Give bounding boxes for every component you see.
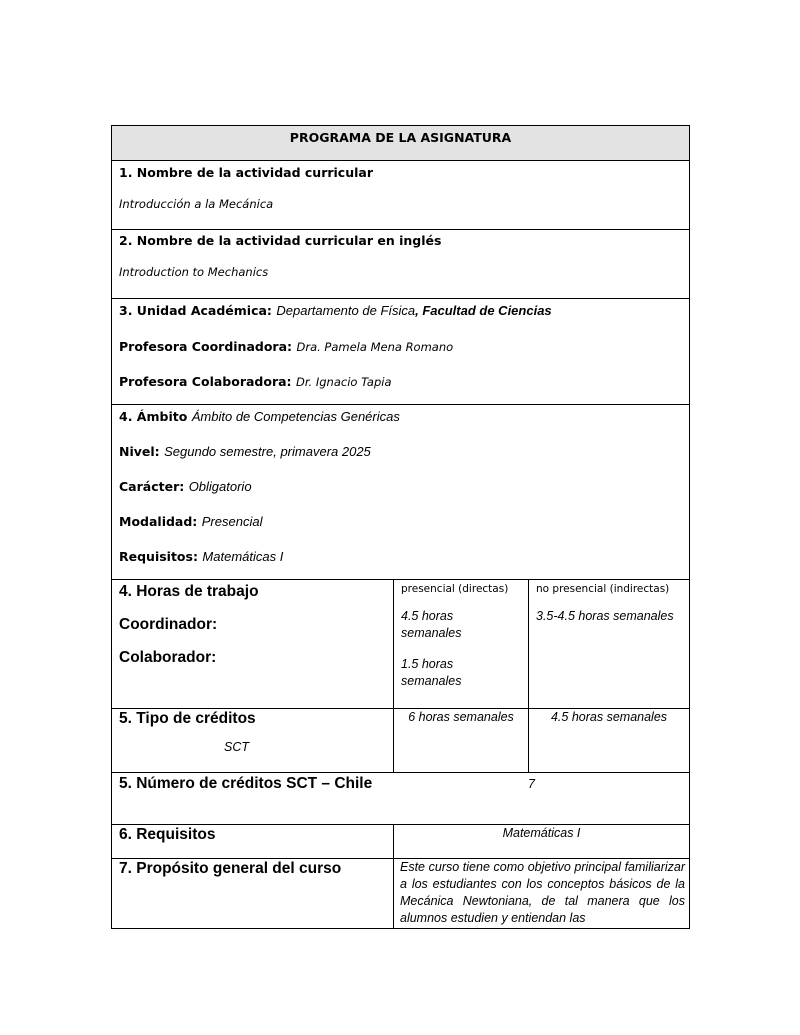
coordinator-direct-hours-amount: 4.5 horas (401, 609, 454, 623)
modality-line (119, 513, 689, 531)
coordinator-hours-label: Coordinador: (119, 616, 218, 633)
requirements-row (112, 825, 690, 859)
purpose-title: 7. Propósito general del curso (119, 860, 342, 877)
prerequisites-value: Matemáticas I (202, 549, 284, 564)
modality-label: Modalidad: (119, 514, 198, 529)
credit-type-indirect-cell (529, 709, 690, 773)
purpose-row (112, 859, 690, 929)
prerequisites-label: Requisitos: (119, 549, 198, 564)
course-name-value: Introducción a la Mecánica (119, 197, 274, 211)
credit-number-value: 7 (528, 777, 535, 791)
header-cell (112, 126, 690, 161)
purpose-text: Este curso tiene como objetivo principal familiarizar a los estudiantes con los conceptos básicos de la Mecánica Newtoniana, de tal manera que los alumnos estudien y entiendan las (400, 860, 686, 925)
credit-number-cell (112, 773, 690, 825)
scope-line (119, 408, 689, 426)
credit-type-title: 5. Tipo de créditos (119, 710, 256, 727)
character-line (119, 478, 689, 496)
academic-unit-line (119, 302, 689, 320)
course-name-english-label: 2. Nombre de la actividad curricular en inglés (119, 233, 442, 248)
collaborator-line (119, 373, 689, 391)
credit-number-row (112, 773, 690, 825)
credit-number-title: 5. Número de créditos SCT – Chile (119, 775, 373, 792)
document-title: PROGRAMA DE LA ASIGNATURA (289, 130, 512, 145)
collaborator-value: Dr. Ignacio Tapia (296, 375, 392, 389)
level-line (119, 443, 689, 461)
section-3-row (112, 299, 690, 405)
section-1-cell (112, 161, 690, 230)
collaborator-hours-label: Colaborador: (119, 649, 217, 666)
coordinator-label: Profesora Coordinadora: (119, 339, 293, 354)
credit-type-direct-cell (394, 709, 529, 773)
purpose-text-cell (394, 859, 690, 929)
requirements-title: 6. Requisitos (119, 826, 216, 843)
collaborator-direct-hours-unit: semanales (401, 674, 462, 688)
coordinator-line (119, 338, 689, 356)
level-value: Segundo semestre, primavera 2025 (164, 444, 371, 459)
header-row (112, 126, 690, 161)
collaborator-direct-hours (401, 656, 528, 690)
level-label: Nivel: (119, 444, 160, 459)
requirements-value: Matemáticas I (502, 826, 581, 840)
coordinator-direct-hours (401, 608, 528, 642)
coordinator-direct-hours-unit: semanales (401, 626, 462, 640)
academic-unit-value: Departamento de Física (276, 303, 416, 318)
course-name-label: 1. Nombre de la actividad curricular (119, 165, 373, 180)
section-2-cell (112, 230, 690, 299)
section-4-cell (112, 405, 690, 580)
scope-value: Ámbito de Competencias Genéricas (191, 409, 400, 424)
indirect-hours-header: no presencial (indirectas) (536, 583, 670, 595)
coordinator-value: Dra. Pamela Mena Romano (296, 340, 454, 354)
section-1-row (112, 161, 690, 230)
indirect-hours-value: 3.5-4.5 horas semanales (536, 609, 674, 623)
credit-type-value: SCT (224, 740, 249, 754)
work-hours-row (112, 580, 690, 709)
course-name-english-value: Introduction to Mechanics (119, 265, 269, 279)
credit-type-indirect-hours: 4.5 horas semanales (550, 710, 668, 724)
scope-label: 4. Ámbito (119, 409, 188, 424)
work-hours-title: 4. Horas de trabajo (119, 583, 259, 600)
prerequisites-line (119, 548, 689, 566)
requirements-value-cell (394, 825, 690, 859)
section-4-row (112, 405, 690, 580)
purpose-label-cell (112, 859, 394, 929)
syllabus-table (111, 125, 690, 929)
direct-hours-header: presencial (directas) (401, 583, 509, 595)
work-hours-label-cell (112, 580, 394, 709)
academic-unit-faculty: , Facultad de Ciencias (415, 303, 552, 318)
character-label: Carácter: (119, 479, 185, 494)
credit-type-label-cell (112, 709, 394, 773)
academic-unit-label: 3. Unidad Académica: (119, 303, 272, 318)
collaborator-direct-hours-amount: 1.5 horas (401, 657, 454, 671)
direct-hours-cell (394, 580, 529, 709)
collaborator-label: Profesora Colaboradora: (119, 374, 292, 389)
section-3-cell (112, 299, 690, 405)
credit-type-row (112, 709, 690, 773)
indirect-hours-cell (529, 580, 690, 709)
credit-type-direct-hours: 6 horas semanales (408, 710, 514, 724)
section-2-row (112, 230, 690, 299)
requirements-label-cell (112, 825, 394, 859)
modality-value: Presencial (201, 514, 263, 529)
character-value: Obligatorio (188, 479, 252, 494)
